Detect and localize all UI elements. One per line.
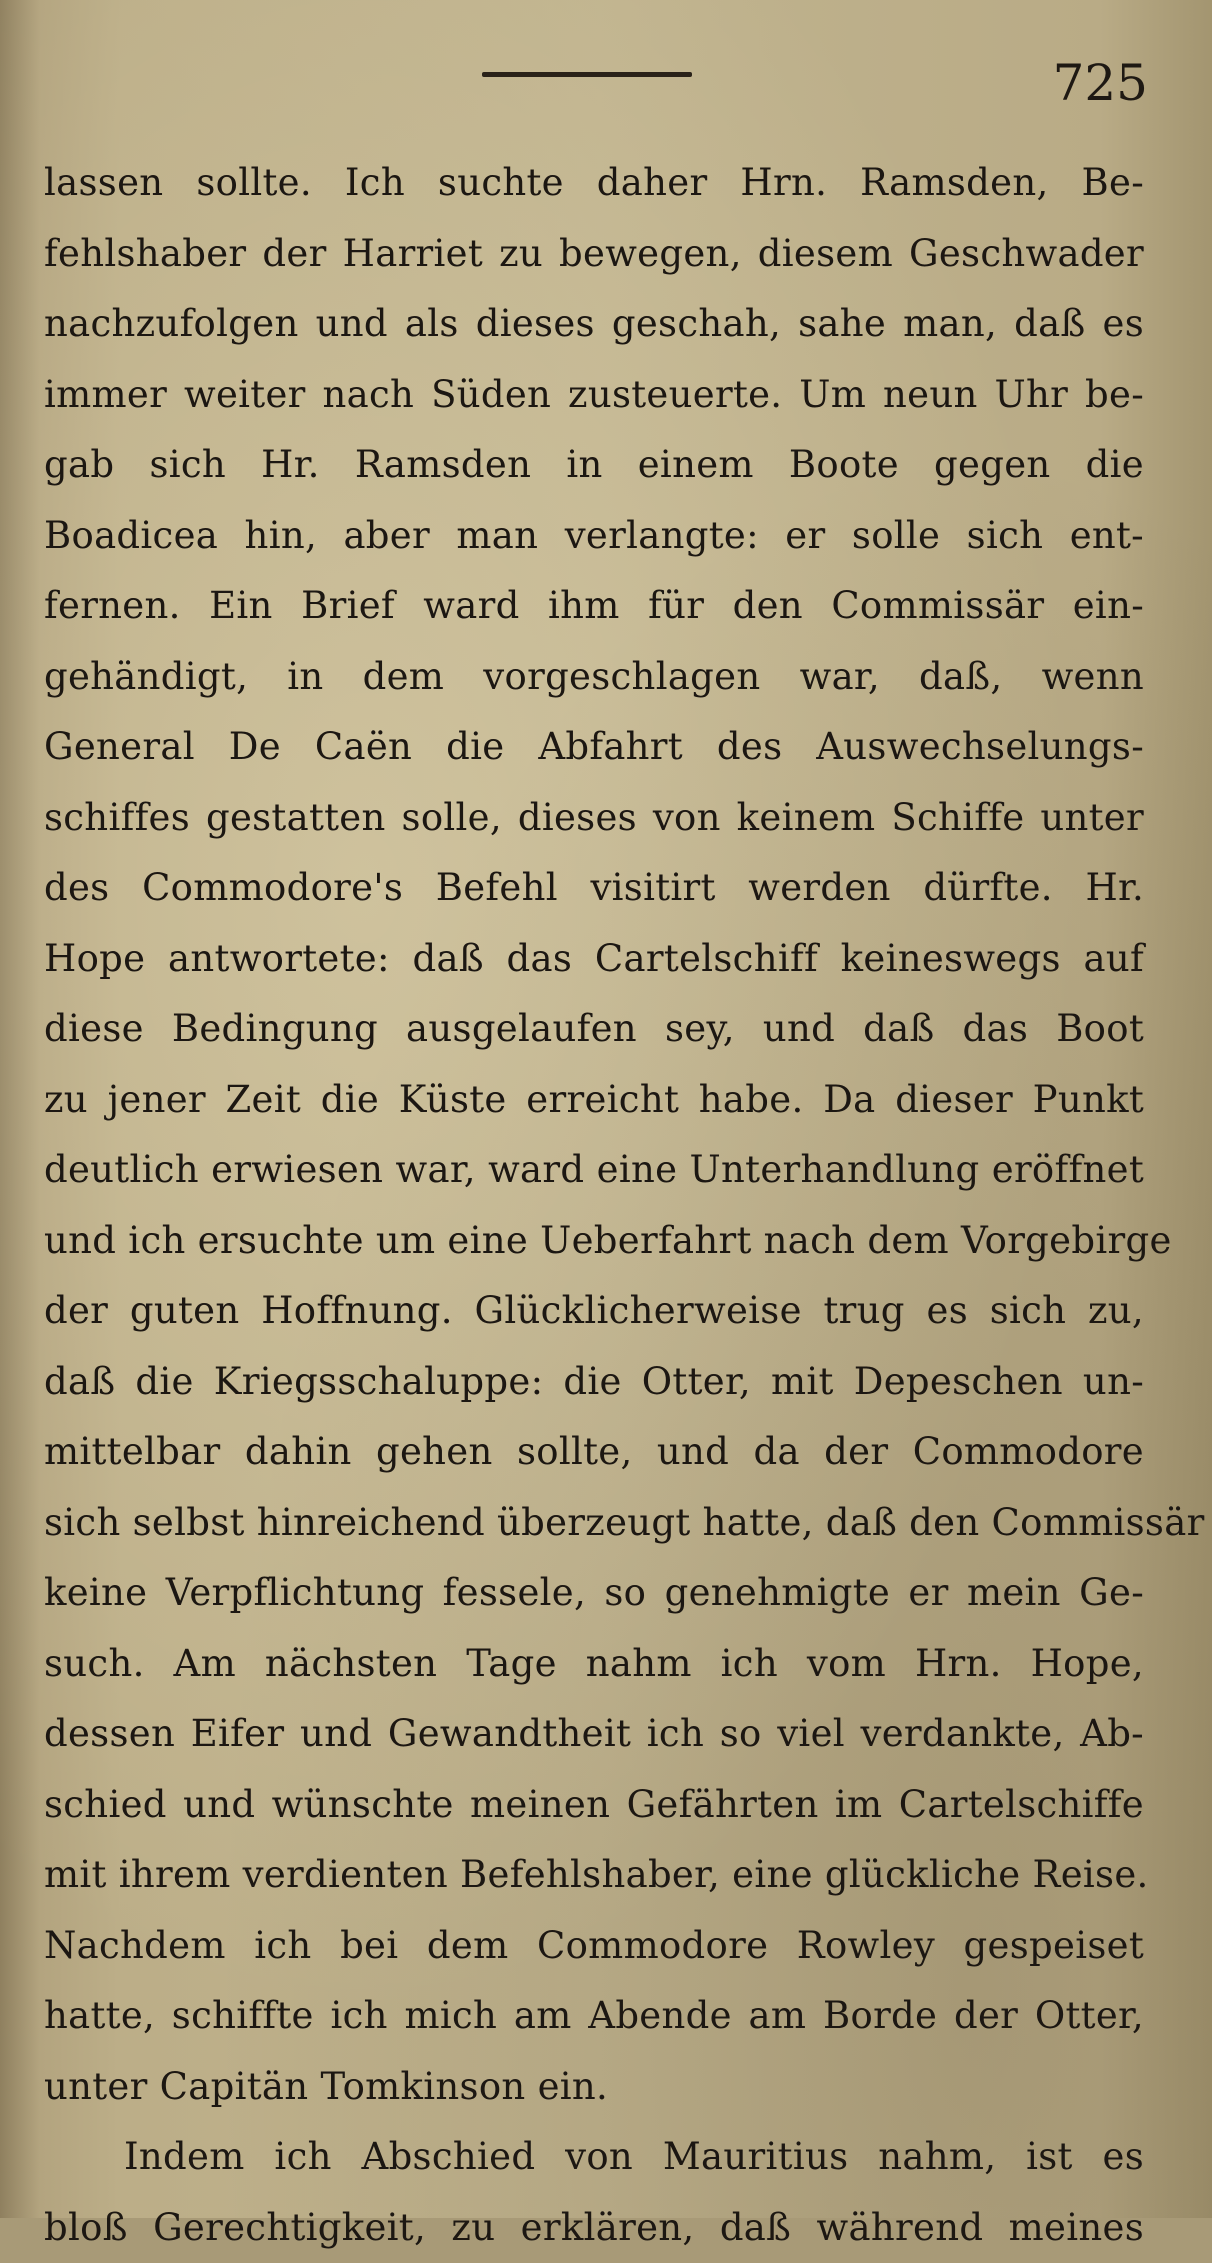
header-rule: [482, 72, 692, 77]
text-line: dessen Eifer und Gewandtheit ich so viel verdankte, Ab-: [44, 1699, 1144, 1770]
text-line: schiffes gestatten solle, dieses von keinem Schiffe unter: [44, 783, 1144, 854]
text-line: daß die Kriegsschaluppe: die Otter, mit Depeschen un-: [44, 1347, 1144, 1418]
text-line: deutlich erwiesen war, ward eine Unterhandlung eröffnet: [44, 1135, 1144, 1206]
text-line: General De Caën die Abfahrt des Auswechselungs-: [44, 712, 1144, 783]
text-line: nachzufolgen und als dieses geschah, sahe man, daß es: [44, 289, 1144, 360]
text-line: mit ihrem verdienten Befehlshaber, eine glückliche Reise.: [44, 1840, 1144, 1911]
paragraph-end-line: unter Capitän Tomkinson ein.: [44, 2052, 1144, 2123]
text-line: such. Am nächsten Tage nahm ich vom Hrn. Hope,: [44, 1629, 1144, 1700]
text-line: gehändigt, in dem vorgeschlagen war, daß, wenn: [44, 642, 1144, 713]
text-line: gab sich Hr. Ramsden in einem Boote gegen die: [44, 430, 1144, 501]
text-line: mittelbar dahin gehen sollte, und da der Commodore: [44, 1417, 1144, 1488]
text-line: der guten Hoffnung. Glücklicherweise trug es sich zu,: [44, 1276, 1144, 1347]
text-line: zu jener Zeit die Küste erreicht habe. Da dieser Punkt: [44, 1065, 1144, 1136]
text-line: schied und wünschte meinen Gefährten im Cartelschiffe: [44, 1770, 1144, 1841]
text-line: immer weiter nach Süden zusteuerte. Um neun Uhr be-: [44, 360, 1144, 431]
text-line: Boadicea hin, aber man verlangte: er solle sich ent-: [44, 501, 1144, 572]
page-number: 725: [1053, 58, 1148, 108]
paragraph-start-line: Indem ich Abschied von Mauritius nahm, ist es: [44, 2122, 1144, 2193]
text-line: diese Bedingung ausgelaufen sey, und daß das Boot: [44, 994, 1144, 1065]
text-line: keine Verpflichtung fessele, so genehmigte er mein Ge-: [44, 1558, 1144, 1629]
body-text: [44, 148, 1144, 2263]
text-line: des Commodore's Befehl visitirt werden dürfte. Hr.: [44, 853, 1144, 924]
text-line: Hope antwortete: daß das Cartelschiff keineswegs auf: [44, 924, 1144, 995]
text-line: sich selbst hinreichend überzeugt hatte, daß den Commissär: [44, 1488, 1144, 1559]
text-line: und ich ersuchte um eine Ueberfahrt nach dem Vorgebirge: [44, 1206, 1144, 1277]
text-line: hatte, schiffte ich mich am Abende am Borde der Otter,: [44, 1981, 1144, 2052]
text-line: fernen. Ein Brief ward ihm für den Commissär ein-: [44, 571, 1144, 642]
text-line: lassen sollte. Ich suchte daher Hrn. Ramsden, Be-: [44, 148, 1144, 219]
text-line: Nachdem ich bei dem Commodore Rowley gespeiset: [44, 1911, 1144, 1982]
text-line: fehlshaber der Harriet zu bewegen, diesem Geschwader: [44, 219, 1144, 290]
text-line: bloß Gerechtigkeit, zu erklären, daß während meines: [44, 2193, 1144, 2263]
